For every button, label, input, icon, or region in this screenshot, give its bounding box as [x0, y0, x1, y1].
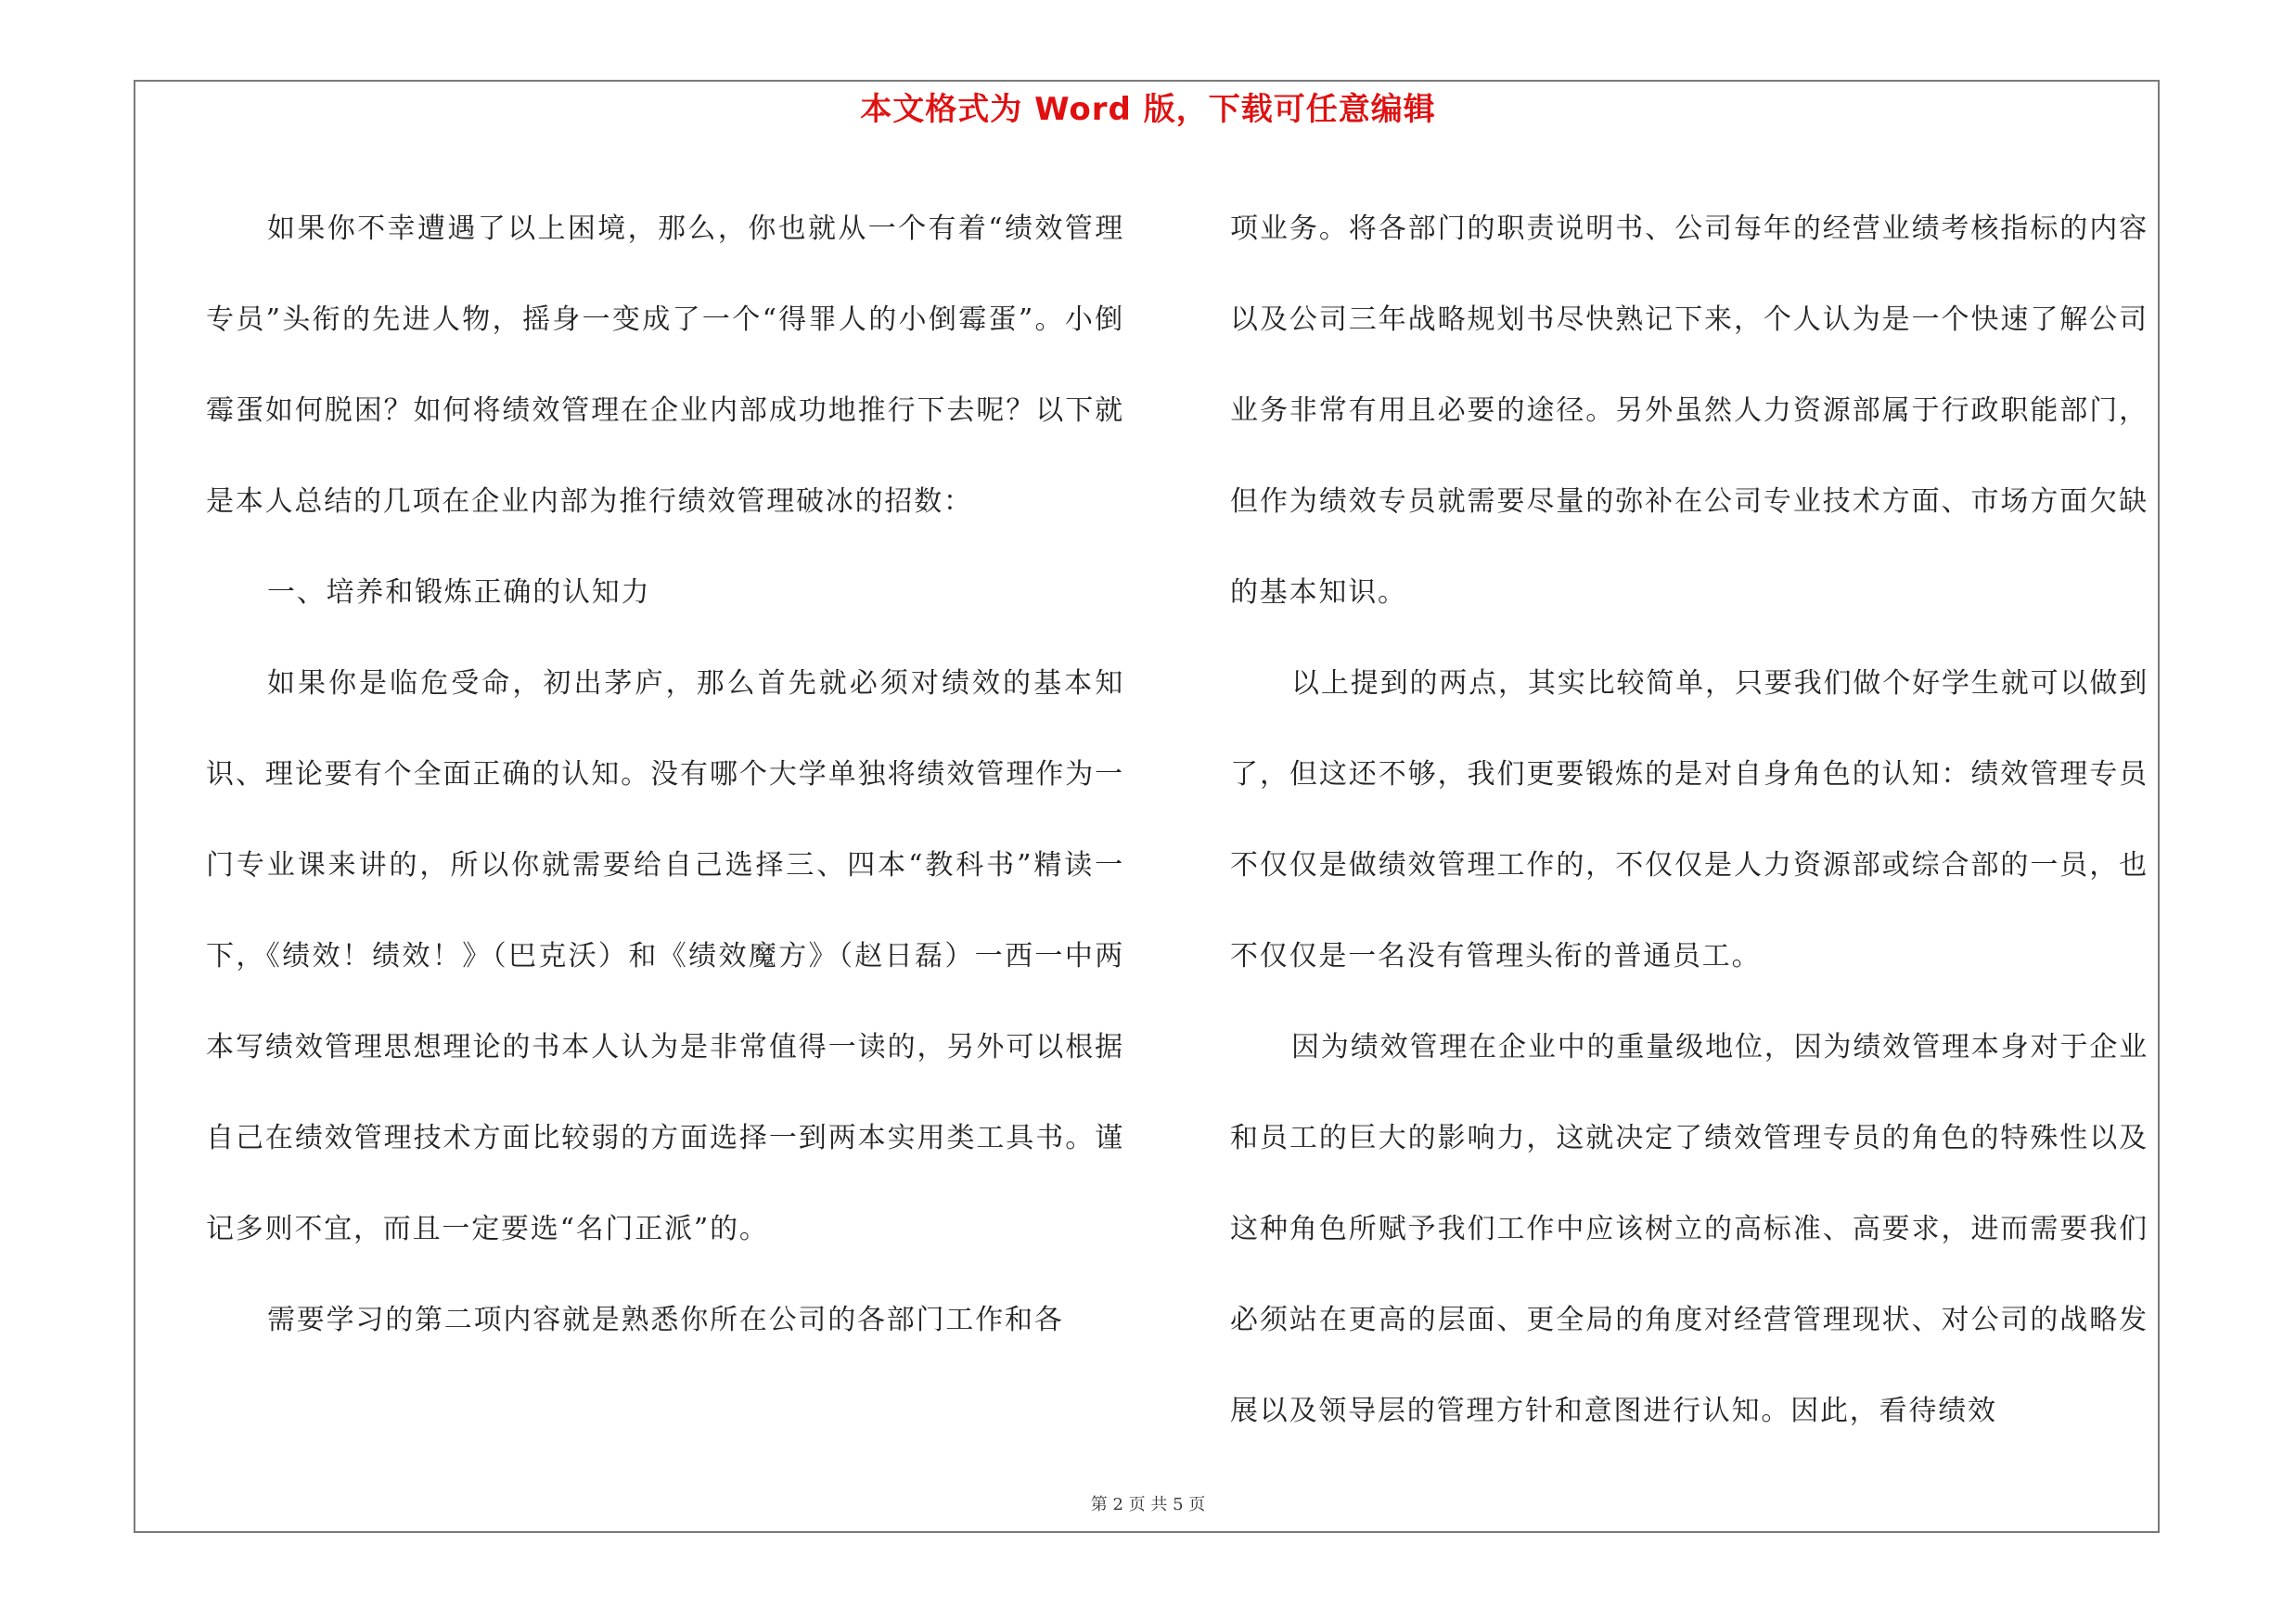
paragraph: 如果你不幸遭遇了以上困境，那么，你也就从一个有着“绩效管理专员”头衔的先进人物，摇身一变成了一个“得罪人的小倒霉蛋”。小倒霉蛋如何脱困？如何将绩效管理在企业内部成功地推行下去呢？以下就是本人总结的几项在企业内部为推行绩效管理破冰的招数： [206, 213, 1124, 518]
paragraph: 需要学习的第二项内容就是熟悉你所在公司的各部门工作和各 [267, 1304, 1064, 1336]
word-format-banner: 本文格式为 Word 版，下载可任意编辑 [860, 91, 1436, 128]
left-column [206, 184, 1124, 1366]
section-heading: 一、培养和锻炼正确的认知力 [267, 576, 651, 609]
right-column [1230, 184, 2148, 1457]
paragraph: 以上提到的两点，其实比较简单，只要我们做个好学生就可以做到了，但这还不够，我们更要锻炼的是对自身角色的认知：绩效管理专员不仅仅是做绩效管理工作的，不仅仅是人力资源部或综合部的一员，也不仅仅是一名没有管理头衔的普通员工。 [1230, 667, 2148, 973]
paragraph: 因为绩效管理在企业中的重量级地位，因为绩效管理本身对于企业和员工的巨大的影响力，这就决定了绩效管理专员的角色的特殊性以及这种角色所赋予我们工作中应该树立的高标准、高要求，进而需要我们必须站在更高的层面、更全局的角度对经营管理现状、对公司的战略发展以及领导层的管理方针和意图进行认知。因此，看待绩效 [1230, 1031, 2148, 1427]
paragraph-continued: 项业务。将各部门的职责说明书、公司每年的经营业绩考核指标的内容以及公司三年战略规划书尽快熟记下来，个人认为是一个快速了解公司业务非常有用且必要的途径。另外虽然人力资源部属于行政职能部门，但作为绩效专员就需要尽量的弥补在公司专业技术方面、市场方面欠缺的基本知识。 [1230, 213, 2148, 609]
paragraph: 如果你是临危受命，初出茅庐，那么首先就必须对绩效的基本知识、理论要有个全面正确的认知。没有哪个大学单独将绩效管理作为一门专业课来讲的，所以你就需要给自己选择三、四本“教科书”精读一下，《绩效！绩效！》（巴克沃）和《绩效魔方》（赵日磊）一西一中两本写绩效管理思想理论的书本人认为是非常值得一读的，另外可以根据自己在绩效管理技术方面比较弱的方面选择一到两本实用类工具书。谨记多则不宜，而且一定要选“名门正派”的。 [206, 667, 1124, 1245]
page-number-footer: 第 2 页 共 5 页 [1090, 1495, 1206, 1514]
